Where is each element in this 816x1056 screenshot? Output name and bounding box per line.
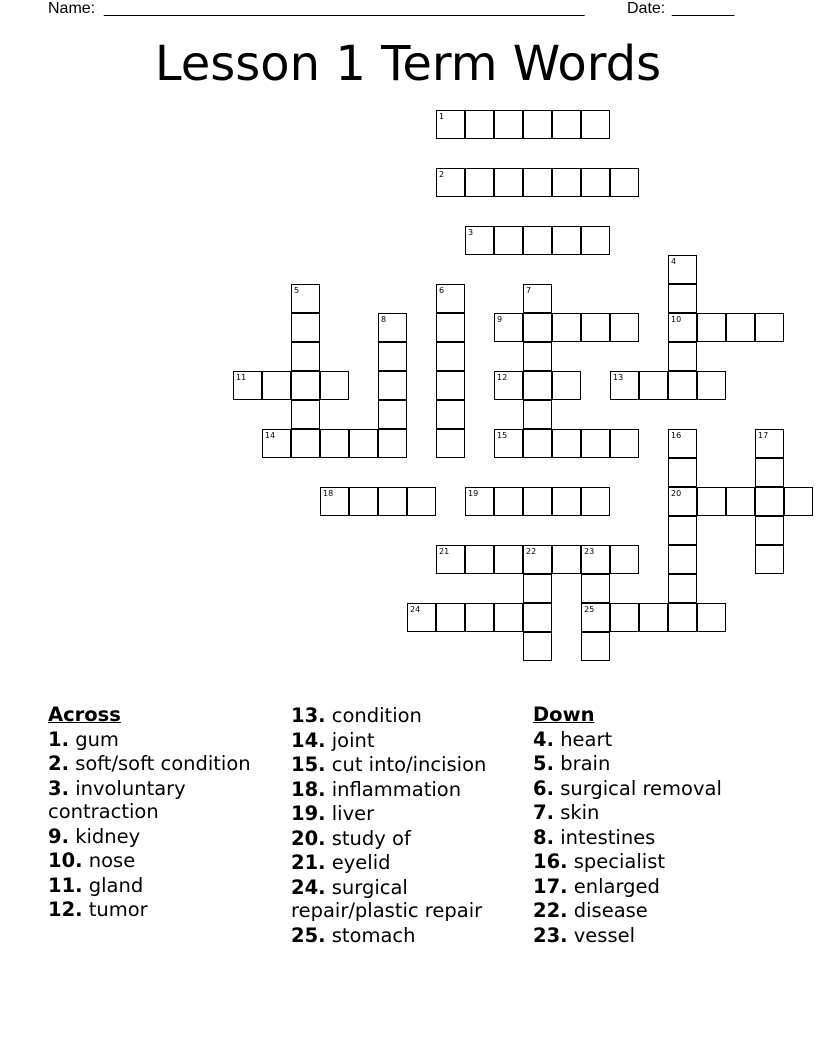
grid-cell[interactable]	[552, 487, 581, 516]
grid-cell[interactable]	[349, 429, 378, 458]
clue-number: 13.	[291, 704, 326, 727]
clue-number-label: 25	[584, 605, 595, 614]
grid-cell[interactable]	[436, 371, 465, 400]
grid-cell[interactable]	[291, 342, 320, 371]
grid-cell[interactable]	[668, 458, 697, 487]
clue-text: brain	[560, 752, 611, 775]
across-clue	[291, 802, 521, 826]
clue-number: 18.	[291, 777, 326, 801]
clue-number: 3.	[48, 776, 69, 800]
grid-cell[interactable]	[552, 168, 581, 197]
clue-number: 1.	[48, 727, 69, 751]
grid-cell[interactable]	[436, 313, 465, 342]
grid-cell[interactable]	[494, 168, 523, 197]
clue-number-label: 18	[323, 489, 334, 498]
across-clues-column-2	[291, 703, 521, 947]
clue-number-label: 2	[439, 170, 445, 179]
grid-cell[interactable]	[755, 458, 784, 487]
clue-text: involuntary contraction	[48, 776, 186, 823]
down-clue	[533, 924, 783, 948]
grid-cell[interactable]	[523, 342, 552, 371]
grid-cell[interactable]	[523, 632, 552, 661]
grid-cell[interactable]	[610, 429, 639, 458]
clue-number: 21.	[291, 851, 326, 874]
clue-number-label: 4	[671, 257, 677, 266]
grid-cell[interactable]	[552, 429, 581, 458]
grid-cell[interactable]	[755, 545, 784, 574]
grid-cell[interactable]	[755, 313, 784, 342]
grid-cell[interactable]	[320, 371, 349, 400]
grid-cell[interactable]	[552, 313, 581, 342]
clue-number: 10.	[48, 849, 83, 872]
grid-cell[interactable]	[494, 545, 523, 574]
clue-text: enlarged	[573, 874, 660, 898]
grid-cell[interactable]	[465, 603, 494, 632]
clue-text: eyelid	[331, 851, 391, 874]
grid-cell[interactable]	[407, 487, 436, 516]
grid-cell[interactable]	[581, 226, 610, 255]
grid-cell[interactable]	[436, 603, 465, 632]
grid-cell[interactable]	[552, 226, 581, 255]
grid-cell[interactable]	[494, 487, 523, 516]
clue-text: joint	[331, 728, 375, 752]
clue-number: 24.	[291, 875, 326, 899]
grid-cell[interactable]	[523, 487, 552, 516]
clue-number: 7.	[533, 801, 554, 824]
across-clue	[48, 752, 268, 776]
grid-cell[interactable]	[639, 603, 668, 632]
clue-text: soft/soft condition	[75, 752, 251, 775]
grid-cell[interactable]	[262, 371, 291, 400]
grid-cell[interactable]	[291, 429, 320, 458]
grid-cell[interactable]	[291, 313, 320, 342]
grid-cell[interactable]	[494, 110, 523, 139]
down-clue	[533, 801, 783, 825]
grid-cell[interactable]	[378, 429, 407, 458]
clue-number: 19.	[291, 802, 326, 825]
grid-cell[interactable]	[436, 400, 465, 429]
grid-cell[interactable]	[436, 429, 465, 458]
grid-cell[interactable]	[552, 545, 581, 574]
clue-number: 8.	[533, 825, 554, 849]
grid-cell[interactable]	[668, 574, 697, 603]
clue-text: surgical removal	[560, 776, 722, 800]
grid-cell[interactable]	[436, 342, 465, 371]
grid-cell[interactable]	[523, 168, 552, 197]
grid-cell[interactable]	[726, 313, 755, 342]
grid-cell[interactable]	[349, 487, 378, 516]
clue-text: nose	[88, 849, 136, 872]
clue-number-label: 14	[265, 431, 276, 440]
grid-cell[interactable]	[523, 371, 552, 400]
down-clue	[533, 826, 783, 850]
grid-cell[interactable]	[523, 429, 552, 458]
clue-number: 25.	[291, 923, 326, 947]
across-clue	[291, 704, 521, 728]
clue-number-label: 7	[526, 286, 532, 295]
grid-cell[interactable]	[610, 168, 639, 197]
clue-number-label: 21	[439, 547, 450, 556]
across-clue	[291, 778, 521, 802]
clue-number: 16.	[533, 850, 568, 873]
grid-cell[interactable]	[610, 545, 639, 574]
grid-cell[interactable]	[523, 603, 552, 632]
across-clue	[48, 728, 268, 752]
grid-cell[interactable]	[697, 487, 726, 516]
clue-text: disease	[573, 899, 648, 922]
clue-text: specialist	[573, 850, 666, 873]
grid-cell[interactable]	[755, 516, 784, 545]
grid-cell[interactable]	[494, 603, 523, 632]
clue-number-label: 16	[671, 431, 682, 440]
clue-number: 6.	[533, 776, 554, 800]
grid-cell[interactable]	[291, 371, 320, 400]
grid-cell[interactable]	[610, 313, 639, 342]
grid-cell[interactable]	[552, 371, 581, 400]
grid-cell[interactable]	[668, 371, 697, 400]
clue-number-label: 13	[613, 373, 624, 382]
grid-cell[interactable]	[378, 371, 407, 400]
grid-cell[interactable]	[523, 400, 552, 429]
clue-number: 22.	[533, 899, 568, 922]
across-clues-column-1	[48, 703, 268, 922]
grid-cell[interactable]	[668, 342, 697, 371]
grid-cell[interactable]	[668, 516, 697, 545]
grid-cell[interactable]	[755, 487, 784, 516]
grid-cell[interactable]	[581, 110, 610, 139]
grid-cell[interactable]	[697, 313, 726, 342]
clue-text: skin	[560, 801, 600, 824]
clue-number: 17.	[533, 874, 568, 898]
date-label: Date:	[627, 0, 666, 17]
across-clue	[48, 849, 268, 873]
name-blank-line[interactable]: ______________________________________________________	[104, 0, 585, 17]
grid-cell[interactable]	[465, 110, 494, 139]
clue-text: inflammation	[331, 777, 462, 801]
across-heading: Across	[48, 703, 121, 726]
clue-text: gland	[88, 873, 144, 897]
clue-number-label: 8	[381, 315, 387, 324]
grid-cell[interactable]	[523, 110, 552, 139]
clue-text: study of	[331, 826, 411, 850]
clue-number: 12.	[48, 898, 83, 921]
grid-cell[interactable]	[697, 371, 726, 400]
clue-number: 5.	[533, 752, 554, 775]
grid-cell[interactable]	[639, 371, 668, 400]
down-clue	[533, 850, 783, 874]
across-clue	[291, 753, 521, 777]
clue-number: 15.	[291, 753, 326, 776]
clue-text: kidney	[75, 824, 141, 848]
across-clue	[291, 827, 521, 851]
clue-number-label: 5	[294, 286, 300, 295]
clue-number-label: 1	[439, 112, 445, 121]
grid-cell[interactable]	[465, 545, 494, 574]
across-clue	[48, 825, 268, 849]
clue-number-label: 12	[497, 373, 508, 382]
clue-number-label: 10	[671, 315, 682, 324]
grid-cell[interactable]	[581, 313, 610, 342]
clue-number: 23.	[533, 923, 568, 947]
down-clue	[533, 728, 783, 752]
clue-number-label: 22	[526, 547, 537, 556]
grid-cell[interactable]	[610, 603, 639, 632]
down-heading: Down	[533, 703, 595, 726]
across-clue	[291, 924, 521, 948]
grid-cell[interactable]	[668, 545, 697, 574]
across-clue	[291, 729, 521, 753]
grid-cell[interactable]	[378, 487, 407, 516]
date-blank-line[interactable]: _______	[672, 0, 735, 17]
grid-cell[interactable]	[581, 574, 610, 603]
clue-text: surgical repair/plastic repair	[291, 875, 483, 922]
clue-number: 4.	[533, 727, 554, 751]
clue-number-label: 11	[236, 373, 247, 382]
grid-cell[interactable]	[784, 487, 813, 516]
grid-cell[interactable]	[581, 429, 610, 458]
down-clue	[533, 899, 783, 923]
clue-number: 20.	[291, 826, 326, 850]
grid-cell[interactable]	[291, 400, 320, 429]
grid-cell[interactable]	[726, 487, 755, 516]
grid-cell[interactable]	[378, 400, 407, 429]
down-clue-list	[533, 728, 783, 948]
across-clue	[291, 851, 521, 875]
clue-text: liver	[331, 802, 375, 825]
across-clue	[48, 898, 268, 922]
grid-cell[interactable]	[581, 487, 610, 516]
clue-number-label: 3	[468, 228, 474, 237]
clue-number-label: 24	[410, 605, 421, 614]
clue-number-label: 20	[671, 489, 682, 498]
grid-cell[interactable]	[523, 574, 552, 603]
grid-cell[interactable]	[581, 632, 610, 661]
clue-text: condition	[331, 704, 422, 727]
grid-cell[interactable]	[697, 603, 726, 632]
across-clue	[48, 874, 268, 898]
clue-number-label: 23	[584, 547, 595, 556]
clue-text: cut into/incision	[331, 753, 487, 776]
clue-number-label: 19	[468, 489, 479, 498]
clue-number: 2.	[48, 752, 69, 775]
clue-number: 9.	[48, 824, 69, 848]
clue-number: 14.	[291, 728, 326, 752]
grid-cell[interactable]	[668, 284, 697, 313]
clue-number-label: 6	[439, 286, 445, 295]
clue-number-label: 15	[497, 431, 508, 440]
across-clue-list	[48, 728, 268, 922]
grid-cell[interactable]	[378, 342, 407, 371]
clue-text: stomach	[331, 923, 416, 947]
clue-text: tumor	[88, 898, 148, 921]
page-title: Lesson 1 Term Words	[154, 36, 662, 92]
name-label: Name:	[48, 0, 96, 17]
clue-number-label: 17	[758, 431, 769, 440]
down-clue	[533, 777, 783, 801]
across-clue	[48, 777, 268, 824]
clue-text: heart	[560, 727, 613, 751]
grid-cell[interactable]	[581, 168, 610, 197]
clue-number: 11.	[48, 873, 83, 897]
clue-text: gum	[75, 727, 119, 751]
grid-cell[interactable]	[523, 313, 552, 342]
clue-text: intestines	[560, 825, 656, 849]
across-clue-list-continued	[291, 704, 521, 947]
clue-number-label: 9	[497, 315, 503, 324]
grid-cell[interactable]	[494, 226, 523, 255]
grid-cell[interactable]	[668, 603, 697, 632]
grid-cell[interactable]	[465, 168, 494, 197]
clue-text: vessel	[573, 923, 636, 947]
down-clue	[533, 752, 783, 776]
across-clue	[291, 876, 521, 923]
down-clue	[533, 875, 783, 899]
down-clues-column	[533, 703, 783, 947]
grid-cell[interactable]	[320, 429, 349, 458]
grid-cell[interactable]	[523, 226, 552, 255]
grid-cell[interactable]	[552, 110, 581, 139]
